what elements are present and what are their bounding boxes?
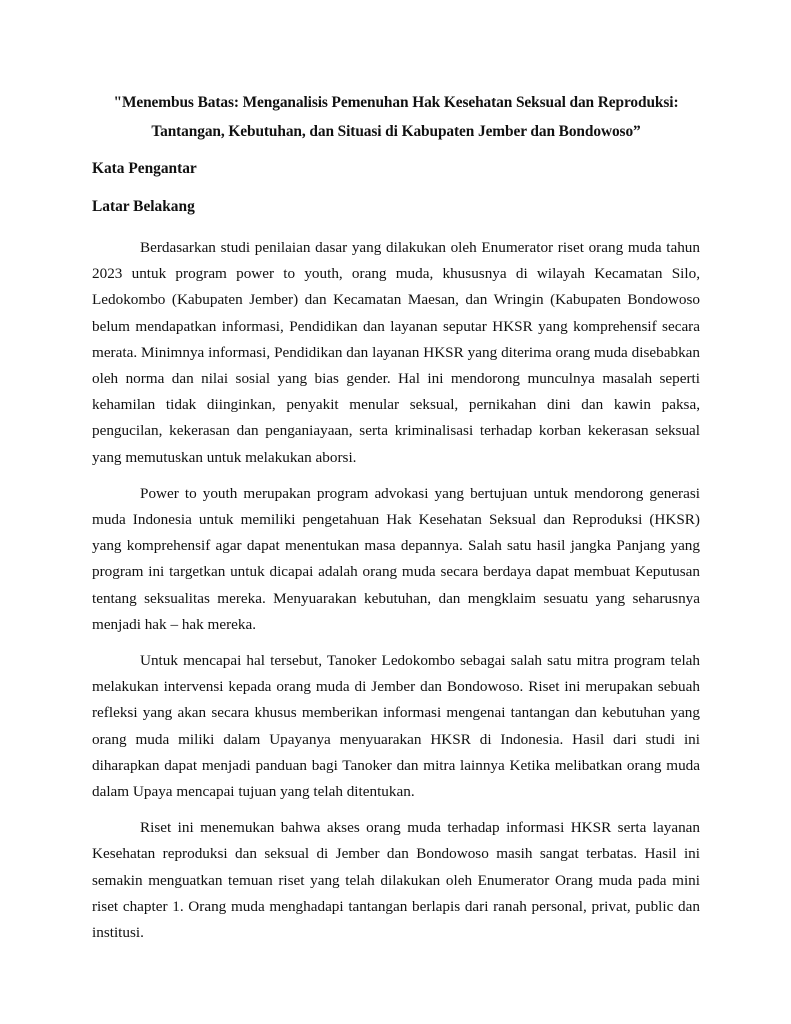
- paragraph-2: Power to youth merupakan program advokasi yang bertujuan untuk mendorong generasi muda Indonesia untuk memiliki pengetahuan Hak Kesehatan Seksual dan Reproduksi (HKSR) yang komprehensif agar dapat menentukan masa depannya. Salah satu hasil jangka Panjang yang program ini targetkan untuk dicapai adalah orang muda secara berdaya dapat membuat Keputusan tentang seksualitas mereka. Menyuarakan kebutuhan, dan mengklaim sesuatu yang seharusnya menjadi hak – hak mereka.: [92, 484, 700, 633]
- document-page: [92, 88, 700, 946]
- paragraph-1: Berdasarkan studi penilaian dasar yang dilakukan oleh Enumerator riset orang muda tahun 2023 untuk program power to youth, orang muda, khususnya di wilayah Kecamatan Silo, Ledokombo (Kabupaten Jember) dan Kecamatan Maesan, dan Wringin (Kabupaten Bondowoso belum mendapatkan informasi, Pendidikan dan layanan seputar HKSR yang komprehensif secara merata. Minimnya informasi, Pendidikan dan layanan HKSR yang diterima orang muda disebabkan oleh norma dan nilai sosial yang bias gender. Hal ini mendorong munculnya masalah seperti kehamilan tidak diinginkan, penyakit menular seksual, pernikahan dini dan kawin paksa, pengucilan, kekerasan dan penganiayaan, serta kriminalisasi terhadap korban kekerasan seksual yang memutuskan untuk melakukan aborsi.: [92, 239, 700, 466]
- title-line-2: Tantangan, Kebutuhan, dan Situasi di Kabupaten Jember dan Bondowoso”: [151, 123, 641, 140]
- title-line-1: "Menembus Batas: Menganalisis Pemenuhan Hak Kesehatan Seksual dan Reproduksi:: [113, 94, 679, 111]
- paragraph-3: Untuk mencapai hal tersebut, Tanoker Ledokombo sebagai salah satu mitra program telah melakukan intervensi kepada orang muda di Jember dan Bondowoso. Riset ini merupakan sebuah refleksi yang akan secara khusus memberikan informasi mengenai tantangan dan kebutuhan yang orang muda miliki dalam Upayanya menyuarakan HKSR di Indonesia. Hasil dari studi ini diharapkan dapat menjadi panduan bagi Tanoker dan mitra lainnya Ketika melibatkan orang muda dalam Upaya mencapai tujuan yang telah ditentukan.: [92, 652, 700, 801]
- document-title: [72, 88, 720, 146]
- heading-latar-belakang: Latar Belakang: [92, 198, 195, 215]
- heading-kata-pengantar: Kata Pengantar: [92, 160, 197, 177]
- paragraph-4: Riset ini menemukan bahwa akses orang muda terhadap informasi HKSR serta layanan Kesehatan reproduksi dan seksual di Jember dan Bondowoso masih sangat terbatas. Hasil ini semakin menguatkan temuan riset yang telah dilakukan oleh Enumerator Orang muda pada mini riset chapter 1. Orang muda menghadapi tantangan berlapis dari ranah personal, privat, public dan institusi.: [92, 819, 700, 942]
